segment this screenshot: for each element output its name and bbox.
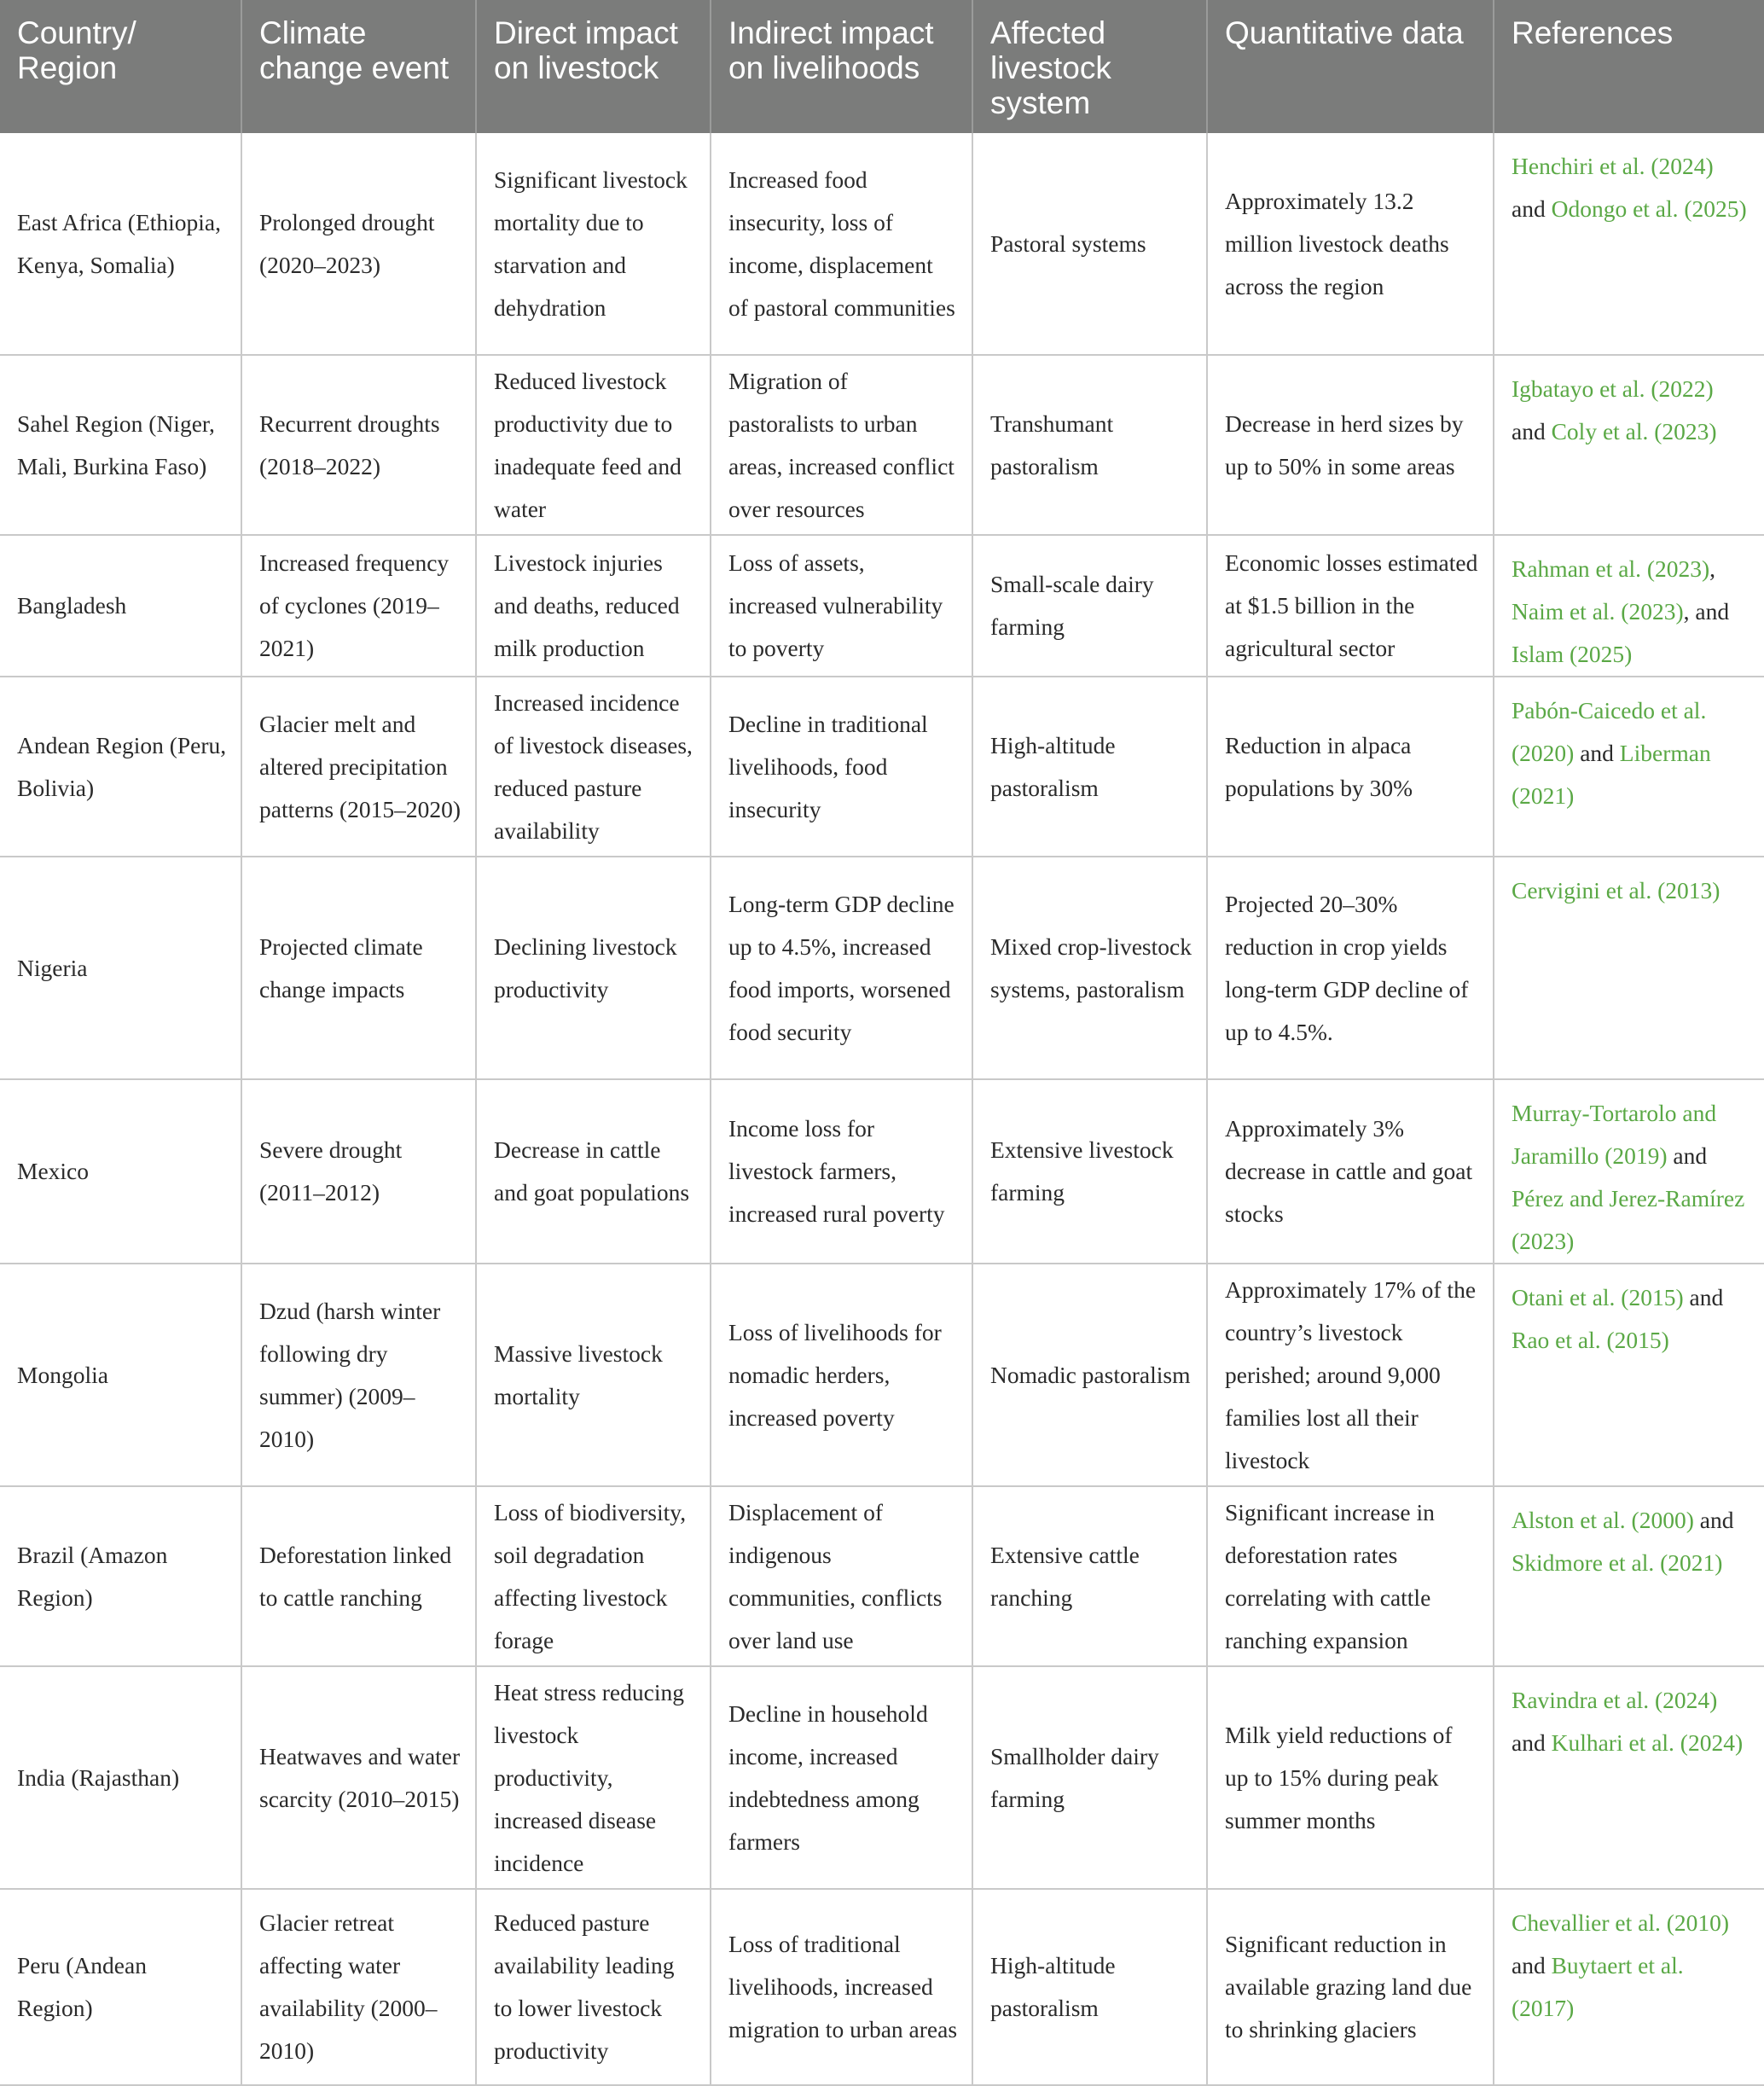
cell-direct-impact: Livestock injuries and deaths, reduced milk production <box>476 535 711 677</box>
reference-separator: and <box>1667 1142 1708 1169</box>
reference-separator: and <box>1512 195 1552 222</box>
cell-references <box>1494 857 1764 1079</box>
table-row <box>0 1666 1764 1889</box>
header-indirect-impact: Indirect impact on livelihoods <box>711 0 972 133</box>
cell-country: Nigeria <box>0 857 241 1079</box>
reference-link[interactable]: Henchiri et al. (2024) <box>1512 153 1714 179</box>
cell-country: East Africa (Ethiopia, Kenya, Somalia) <box>0 133 241 355</box>
cell-quantitative-data: Milk yield reductions of up to 15% during peak summer months <box>1207 1666 1494 1889</box>
cell-event: Prolonged drought (2020–2023) <box>241 133 476 355</box>
reference-link[interactable]: Coly et al. (2023) <box>1551 418 1717 445</box>
table-row <box>0 535 1764 677</box>
cell-direct-impact: Loss of biodiversity, soil degradation affecting livestock forage <box>476 1486 711 1666</box>
cell-quantitative-data: Approximately 3% decrease in cattle and goat stocks <box>1207 1079 1494 1264</box>
cell-direct-impact: Heat stress reducing livestock productivity, increased disease incidence <box>476 1666 711 1889</box>
cell-indirect-impact: Increased food insecurity, loss of income, displacement of pastoral communities <box>711 133 972 355</box>
cell-direct-impact: Reduced livestock productivity due to inadequate feed and water <box>476 355 711 535</box>
cell-quantitative-data: Economic losses estimated at $1.5 billion in the agricultural sector <box>1207 535 1494 677</box>
cell-livestock-system: Pastoral systems <box>972 133 1207 355</box>
cell-quantitative-data: Projected 20–30% reduction in crop yields long-term GDP decline of up to 4.5%. <box>1207 857 1494 1079</box>
cell-quantitative-data: Significant increase in deforestation rates correlating with cattle ranching expansion <box>1207 1486 1494 1666</box>
cell-references <box>1494 1079 1764 1264</box>
table-row <box>0 1486 1764 1666</box>
cell-references <box>1494 535 1764 677</box>
cell-indirect-impact: Displacement of indigenous communities, conflicts over land use <box>711 1486 972 1666</box>
table-row <box>0 1264 1764 1486</box>
cell-quantitative-data: Decrease in herd sizes by up to 50% in some areas <box>1207 355 1494 535</box>
reference-link[interactable]: Islam (2025) <box>1512 641 1633 667</box>
table-body <box>0 133 1764 2085</box>
cell-event: Glacier melt and altered precipitation patterns (2015–2020) <box>241 677 476 857</box>
cell-livestock-system: High-altitude pastoralism <box>972 1889 1207 2085</box>
cell-livestock-system: Smallholder dairy farming <box>972 1666 1207 1889</box>
cell-direct-impact: Reduced pasture availability leading to lower livestock productivity <box>476 1889 711 2085</box>
cell-references <box>1494 1264 1764 1486</box>
table-row <box>0 857 1764 1079</box>
cell-country: Mongolia <box>0 1264 241 1486</box>
cell-indirect-impact: Migration of pastoralists to urban areas, increased conflict over resources <box>711 355 972 535</box>
table-row <box>0 677 1764 857</box>
cell-livestock-system: Mixed crop-livestock systems, pastoralism <box>972 857 1207 1079</box>
reference-separator: and <box>1512 1952 1552 1979</box>
reference-link[interactable]: Naim et al. (2023) <box>1512 598 1684 625</box>
header-row <box>0 0 1764 133</box>
reference-separator: , and <box>1683 598 1730 625</box>
cell-references <box>1494 677 1764 857</box>
reference-link[interactable]: Rahman et al. (2023) <box>1512 555 1710 582</box>
reference-separator: and <box>1574 740 1620 766</box>
header-direct-impact: Direct impact on livestock <box>476 0 711 133</box>
reference-link[interactable]: Murray-Tortarolo and Jaramillo (2019) <box>1512 1100 1717 1169</box>
table-row <box>0 133 1764 355</box>
cell-event: Glacier retreat affecting water availability (2000–2010) <box>241 1889 476 2085</box>
cell-indirect-impact: Decline in traditional livelihoods, food insecurity <box>711 677 972 857</box>
table-row <box>0 1889 1764 2085</box>
cell-livestock-system: High-altitude pastoralism <box>972 677 1207 857</box>
reference-link[interactable]: Otani et al. (2015) <box>1512 1284 1684 1310</box>
cell-event: Dzud (harsh winter following dry summer) (2009–2010) <box>241 1264 476 1486</box>
cell-livestock-system: Extensive cattle ranching <box>972 1486 1207 1666</box>
reference-link[interactable]: Pérez and Jerez-Ramírez (2023) <box>1512 1185 1745 1254</box>
cell-indirect-impact: Loss of assets, increased vulnerability to poverty <box>711 535 972 677</box>
cell-country: Bangladesh <box>0 535 241 677</box>
cell-direct-impact: Significant livestock mortality due to starvation and dehydration <box>476 133 711 355</box>
reference-link[interactable]: Chevallier et al. (2010) <box>1512 1909 1730 1936</box>
reference-separator: and <box>1512 418 1552 445</box>
reference-separator: and <box>1512 1729 1552 1756</box>
cell-event: Heatwaves and water scarcity (2010–2015) <box>241 1666 476 1889</box>
cell-direct-impact: Increased incidence of livestock diseases, reduced pasture availability <box>476 677 711 857</box>
cell-references <box>1494 1666 1764 1889</box>
reference-separator: and <box>1683 1284 1724 1310</box>
reference-link[interactable]: Buytaert et al. (2017) <box>1512 1952 1684 2021</box>
cell-indirect-impact: Loss of livelihoods for nomadic herders, increased poverty <box>711 1264 972 1486</box>
cell-quantitative-data: Significant reduction in available grazing land due to shrinking glaciers <box>1207 1889 1494 2085</box>
reference-link[interactable]: Cervigini et al. (2013) <box>1512 877 1720 904</box>
cell-quantitative-data: Reduction in alpaca populations by 30% <box>1207 677 1494 857</box>
cell-direct-impact: Declining livestock productivity <box>476 857 711 1079</box>
cell-direct-impact: Massive livestock mortality <box>476 1264 711 1486</box>
header-quantitative-data: Quantitative data <box>1207 0 1494 133</box>
cell-country: Mexico <box>0 1079 241 1264</box>
cell-country: Brazil (Amazon Region) <box>0 1486 241 1666</box>
cell-event: Projected climate change impacts <box>241 857 476 1079</box>
table-header <box>0 0 1764 133</box>
cell-event: Severe drought (2011–2012) <box>241 1079 476 1264</box>
cell-references <box>1494 133 1764 355</box>
cell-country: India (Rajasthan) <box>0 1666 241 1889</box>
reference-link[interactable]: Ravindra et al. (2024) <box>1512 1687 1718 1713</box>
cell-quantitative-data: Approximately 13.2 million livestock deaths across the region <box>1207 133 1494 355</box>
table-row <box>0 1079 1764 1264</box>
cell-event: Deforestation linked to cattle ranching <box>241 1486 476 1666</box>
reference-separator: and <box>1693 1507 1734 1533</box>
reference-link[interactable]: Odongo et al. (2025) <box>1551 195 1747 222</box>
table-row <box>0 355 1764 535</box>
cell-country: Andean Region (Peru, Bolivia) <box>0 677 241 857</box>
reference-link[interactable]: Rao et al. (2015) <box>1512 1327 1669 1353</box>
cell-indirect-impact: Income loss for livestock farmers, increased rural poverty <box>711 1079 972 1264</box>
cell-quantitative-data: Approximately 17% of the country’s livestock perished; around 9,000 families lost all their livestock <box>1207 1264 1494 1486</box>
cell-indirect-impact: Decline in household income, increased indebtedness among farmers <box>711 1666 972 1889</box>
cell-indirect-impact: Loss of traditional livelihoods, increased migration to urban areas <box>711 1889 972 2085</box>
cell-event: Increased frequency of cyclones (2019–2021) <box>241 535 476 677</box>
header-country: Country/ Region <box>0 0 241 133</box>
reference-link[interactable]: Kulhari et al. (2024) <box>1551 1729 1744 1756</box>
header-livestock-system: Affected livestock system <box>972 0 1207 133</box>
cell-country: Peru (Andean Region) <box>0 1889 241 2085</box>
reference-link[interactable]: Liberman (2021) <box>1512 740 1711 809</box>
cell-indirect-impact: Long-term GDP decline up to 4.5%, increased food imports, worsened food security <box>711 857 972 1079</box>
cell-references <box>1494 1486 1764 1666</box>
cell-livestock-system: Extensive livestock farming <box>972 1079 1207 1264</box>
reference-separator: , <box>1709 555 1716 582</box>
cell-references <box>1494 1889 1764 2085</box>
cell-direct-impact: Decrease in cattle and goat populations <box>476 1079 711 1264</box>
cell-event: Recurrent droughts (2018–2022) <box>241 355 476 535</box>
reference-link[interactable]: Skidmore et al. (2021) <box>1512 1549 1723 1576</box>
header-event: Climate change event <box>241 0 476 133</box>
reference-link[interactable]: Pabón-Caicedo et al. (2020) <box>1512 697 1707 766</box>
cell-livestock-system: Transhumant pastoralism <box>972 355 1207 535</box>
cell-livestock-system: Nomadic pastoralism <box>972 1264 1207 1486</box>
cell-livestock-system: Small-scale dairy farming <box>972 535 1207 677</box>
cell-country: Sahel Region (Niger, Mali, Burkina Faso) <box>0 355 241 535</box>
header-references: References <box>1494 0 1764 133</box>
reference-link[interactable]: Alston et al. (2000) <box>1512 1507 1694 1533</box>
cell-references <box>1494 355 1764 535</box>
reference-link[interactable]: Igbatayo et al. (2022) <box>1512 375 1714 402</box>
